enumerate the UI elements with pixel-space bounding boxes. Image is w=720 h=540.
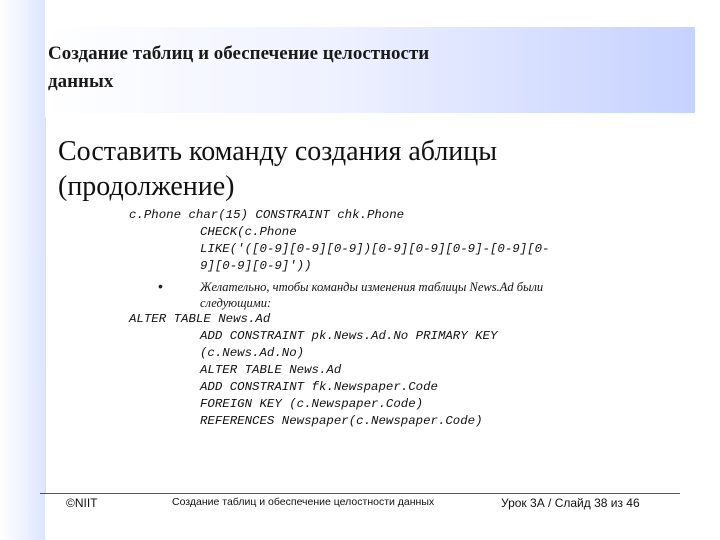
footer-course-title: Создание таблиц и обеспечение целостности данных (172, 496, 435, 508)
code-line: 9][0-9][0-9]')) (200, 259, 312, 273)
code-line: FOREIGN KEY (c.Newspaper.Code) (200, 397, 424, 411)
code-line: CHECK(c.Phone (200, 225, 297, 239)
code-line: (c.News.Ad.No) (200, 346, 305, 360)
slide-title-line-2: данных (48, 71, 114, 92)
subtitle-line-1: Составить команду создания аблицы (58, 136, 498, 167)
code-line: ALTER TABLE News.Ad (129, 312, 271, 326)
footer-slide-number: Урок 3А / Слайд 38 из 46 (501, 496, 640, 510)
subtitle-line-2: (продолжение) (58, 171, 235, 202)
bullet-text (200, 279, 620, 311)
left-decor-stripe (0, 0, 45, 540)
code-line: ALTER TABLE News.Ad (200, 363, 342, 377)
code-line: c.Phone char(15) CONSTRAINT chk.Phone (129, 208, 405, 222)
code-line: LIKE('([0-9][0-9][0-9])[0-9][0-9][0-9]-[0-9][0- (200, 242, 550, 256)
code-line: REFERENCES Newspaper(c.Newspaper.Code) (200, 414, 483, 428)
bullet-marker: • (158, 278, 163, 294)
left-divider-line (45, 118, 46, 493)
bullet-text-line-1: Желательно, чтобы команды изменения таблицы News.Ad были (200, 280, 544, 294)
slide-title (48, 40, 668, 96)
bullet-text-line-2: следующими: (200, 296, 272, 310)
footer-copyright: ©NIIT (66, 496, 98, 510)
code-line: ADD CONSTRAINT pk.News.Ad.No PRIMARY KEY (200, 329, 498, 343)
slide-subtitle (58, 134, 658, 204)
slide-title-line-1: Создание таблиц и обеспечение целостности (48, 43, 430, 64)
footer-divider (40, 493, 680, 494)
code-line: ADD CONSTRAINT fk.Newspaper.Code (200, 380, 438, 394)
